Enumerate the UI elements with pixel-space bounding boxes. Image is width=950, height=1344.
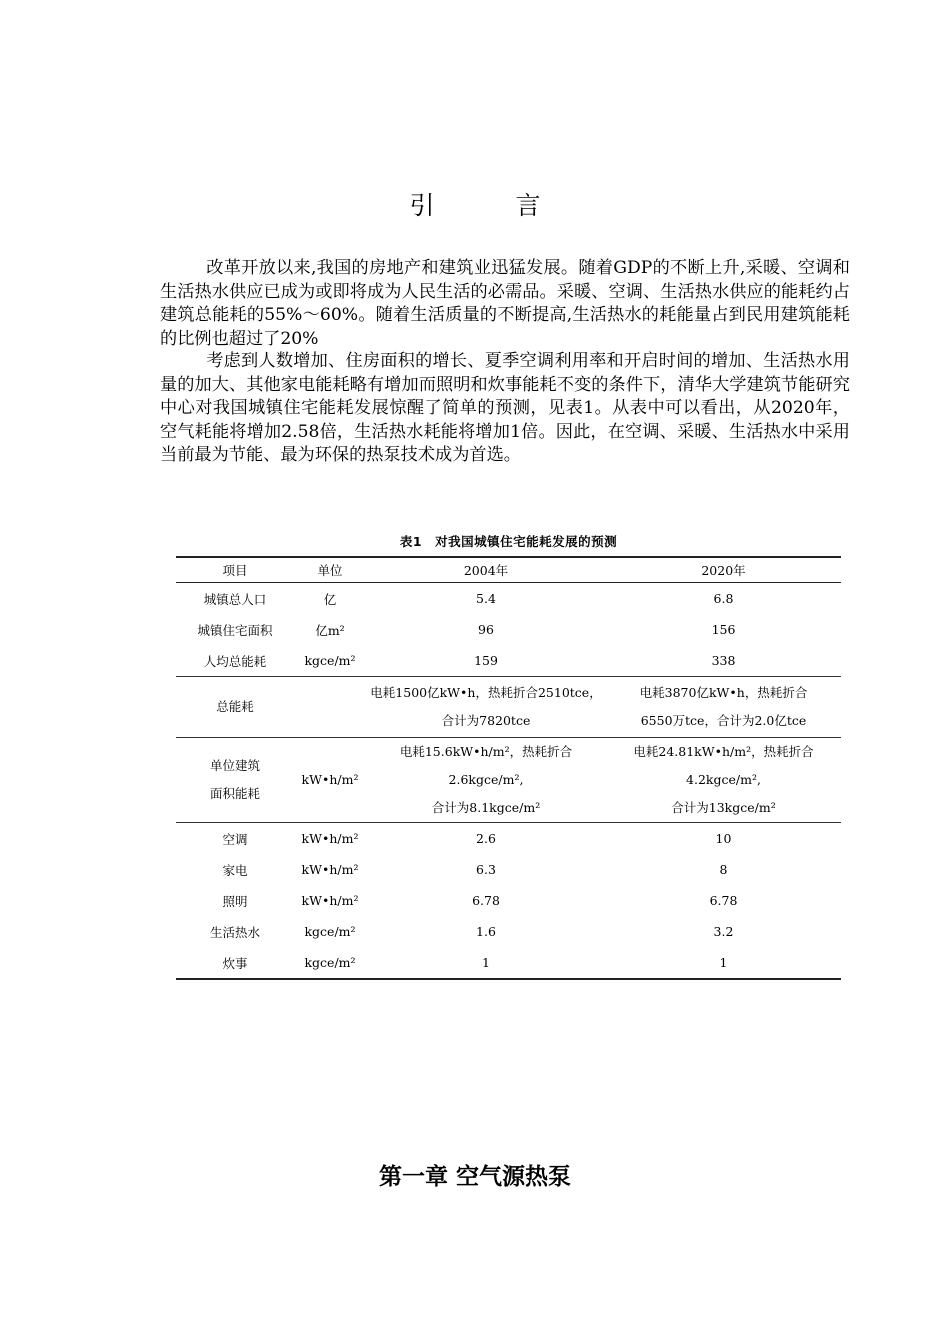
chapter-title: 第一章 空气源热泵: [378, 1164, 571, 1190]
cell-2020: [606, 738, 841, 823]
paragraph-2-text: 考虑到人数增加、住房面积的增长、夏季空调利用率和开启时间的增加、生活热水用量的加大、其他家电能耗略有增加而照明和炊事能耗不变的条件下，清华大学建筑节能研究中心对我国城镇住宅能耗发展惊醒了简单的预测，见表1。从表中可以看出，从2020年，空气耗能将增加2.58倍，生活热水耗能将增加1倍。因此，在空调、采暖、生活热水中采用当前最为节能、最为环保的热泵技术成为首选。: [160, 351, 850, 466]
cell-unit: 亿: [323, 591, 337, 607]
cell-2020: [606, 677, 841, 738]
header-unit: 单位: [294, 557, 366, 583]
intro-paragraph-1: [160, 257, 850, 351]
cell-2004: 96: [478, 622, 494, 637]
table-row: [176, 823, 841, 855]
cell-2004: [366, 738, 606, 823]
table-header-row: [176, 557, 841, 583]
paragraph-1-text: 改革开放以来,我国的房地产和建筑业迅猛发展。随着GDP的不断上升,采暖、空调和生活热水供应已成为或即将成为人民生活的必需品。采暖、空调、生活热水供应的能耗约占建筑总能耗的55%～60%。随着生活质量的不断提高,生活热水的耗能量占到民用建筑能耗的比例也超过了20%: [160, 258, 850, 349]
page-title: 引 言: [409, 191, 569, 220]
cell-unit: kW•h/m²: [294, 823, 366, 855]
cell-unit: [294, 677, 366, 738]
cell-unit: kgce/m²: [294, 947, 366, 979]
table-row: [176, 916, 841, 947]
table-row: [176, 583, 841, 615]
cell-2020: 8: [719, 862, 728, 877]
header-2004: 2004年: [366, 557, 606, 583]
cell-2004: 6.3: [476, 862, 496, 877]
cell-2004-line-2: 合计为8.1kgce/m²: [431, 800, 541, 815]
cell-item-line-2: 面积能耗: [209, 786, 260, 801]
cell-2020: 338: [711, 653, 736, 668]
cell-item: 人均总能耗: [203, 653, 267, 669]
cell-2020: 10: [606, 823, 841, 855]
cell-2004: 1: [366, 947, 606, 979]
cell-2004-line-2: 合计为7820tce: [441, 713, 531, 728]
cell-2004: 6.78: [472, 893, 500, 908]
cell-2020: 1: [606, 947, 841, 979]
cell-2004-line-1: 电耗15.6kW•h/m²，热耗折合2.6kgce/m²,: [399, 744, 573, 787]
cell-2004-line-1: 电耗1500亿kW•h，热耗折合2510tce，: [370, 685, 602, 700]
cell-unit: kW•h/m²: [294, 738, 366, 823]
cell-item: 空调: [176, 823, 294, 855]
cell-2020-line-2: 合计为13kgce/m²: [671, 800, 776, 815]
header-2020: 2020年: [606, 557, 841, 583]
table-row: [176, 947, 841, 979]
cell-2020: 6.8: [713, 591, 734, 606]
cell-2004: 159: [474, 653, 498, 668]
table-row: [176, 677, 841, 738]
cell-item: 城镇住宅面积: [197, 622, 273, 638]
cell-2020-line-1: 电耗24.81kW•h/m²，热耗折合4.2kgce/m²,: [633, 744, 814, 787]
cell-2004: 5.4: [476, 591, 496, 606]
table-caption: 表1 对我国城镇住宅能耗发展的预测: [399, 534, 618, 549]
cell-item: [176, 738, 294, 823]
cell-item: 照明: [222, 893, 248, 909]
header-item: 项目: [176, 557, 294, 583]
intro-paragraph-2: [160, 350, 850, 468]
cell-unit: kgce/m²: [304, 653, 356, 668]
cell-2004: [366, 677, 606, 738]
energy-forecast-table-figure: [176, 532, 841, 980]
table-row: [176, 614, 841, 645]
cell-2020-line-1: 电耗3870亿kW•h，热耗折合: [639, 685, 808, 700]
cell-2020: 156: [711, 622, 736, 637]
cell-2020-line-2: 6550万tce，合计为2.0亿tce: [640, 713, 807, 728]
table-row: [176, 854, 841, 885]
cell-item: 炊事: [176, 947, 294, 979]
cell-2004: 1.6: [476, 924, 496, 939]
cell-unit: kW•h/m²: [301, 862, 359, 877]
table-row: [176, 738, 841, 823]
cell-unit: kW•h/m²: [301, 893, 359, 908]
cell-unit: 亿m²: [315, 622, 345, 638]
table-row: [176, 645, 841, 677]
cell-unit: kgce/m²: [304, 924, 356, 939]
cell-item-line-1: 单位建筑: [209, 758, 260, 773]
cell-2004: 2.6: [366, 823, 606, 855]
energy-forecast-table: [176, 556, 841, 980]
cell-item: 生活热水: [209, 924, 260, 940]
table-row: [176, 885, 841, 916]
cell-item: 城镇总人口: [203, 591, 267, 607]
cell-item: 家电: [222, 862, 248, 878]
cell-item: 总能耗: [176, 677, 294, 738]
cell-2020: 6.78: [709, 893, 738, 908]
cell-2020: 3.2: [713, 924, 734, 939]
